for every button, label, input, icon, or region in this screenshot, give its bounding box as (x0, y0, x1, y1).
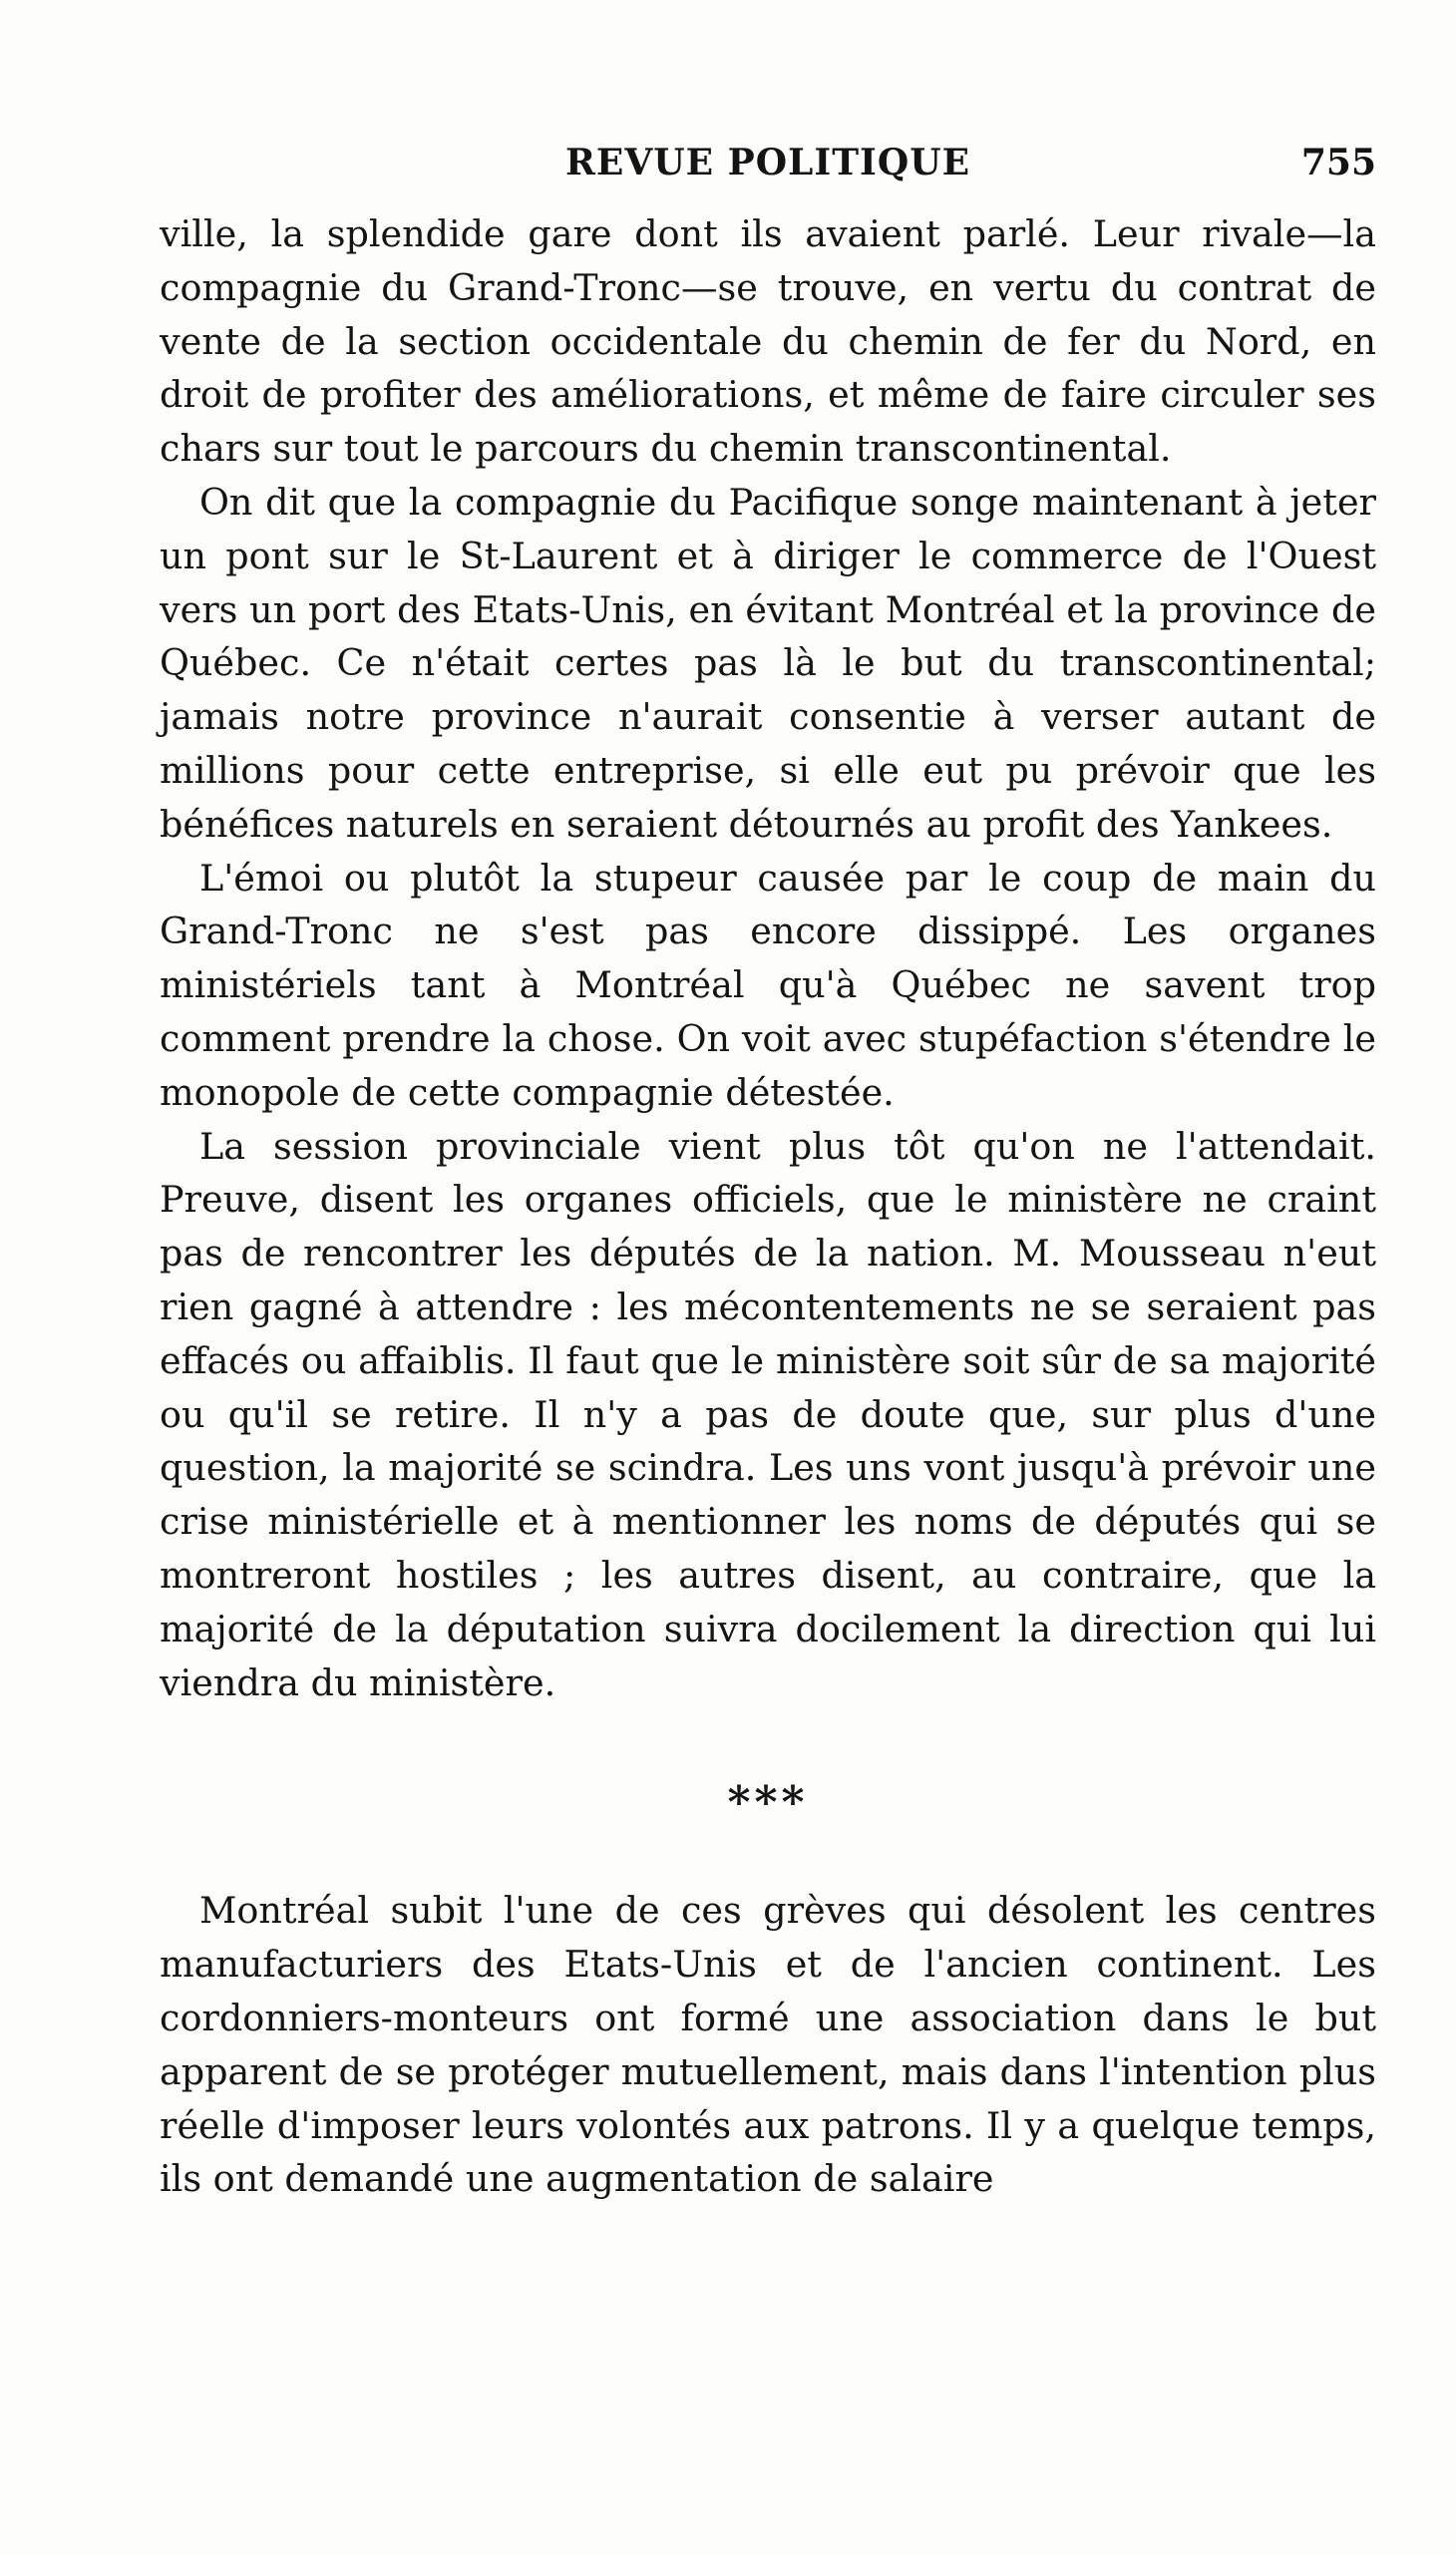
section-separator: *** (727, 1777, 809, 1829)
paragraph-greves: Montréal subit l'une de ces grèves qui désolent les centres manufacturiers des Etats-Unis et de l'ancien continent. Les cordonniers-monteurs ont formé une association dans le but apparent de se protéger mutuellement, mais dans l'intention plus réelle d'imposer leurs volontés aux patrons. Il y a quelque temps, ils ont demandé une augmentation de salaire (160, 1889, 1376, 2201)
paragraph-pacifique: On dit que la compagnie du Pacifique songe maintenant à jeter un pont sur le St-Laurent et à diriger le commerce de l'Ouest vers un port des Etats-Unis, en évitant Montréal et la province de Québec. Ce n'était certes pas là le but du transcontinental; jamais notre province n'aurait consentie à verser autant de millions pour cette entreprise, si elle eut pu prévoir que les bénéfices naturels en seraient détournés au profit des Yankees. (160, 480, 1376, 846)
page-body (160, 207, 1376, 2206)
running-title: REVUE POLITIQUE (564, 142, 971, 183)
paragraph-emoi: L'émoi ou plutôt la stupeur causée par le coup de main du Grand-Tronc ne s'est pas encore dissippé. Les organes ministériels tant à Montréal qu'à Québec ne savent trop comment prendre la chose. On voit avec stupéfaction s'étendre le monopole de cette compagnie détestée. (160, 856, 1376, 1114)
page-number: 755 (1300, 142, 1376, 183)
page-header (160, 142, 1376, 197)
paragraph-session: La session provinciale vient plus tôt qu'on ne l'attendait. Preuve, disent les organes officiels, que le ministère ne craint pas de rencontrer les députés de la nation. M. Mousseau n'eut rien gagné à attendre : les mécontentements ne se seraient pas effacés ou affaiblis. Il faut que le ministère soit sûr de sa majorité ou qu'il se retire. Il n'y a pas de doute que, sur plus d'une question, la majorité se scindra. Les uns vont jusqu'à prévoir une crise ministérielle et à mentionner les noms de députés qui se montreront hostiles ; les autres disent, au contraire, que la majorité de la députation suivra docilement la direction qui lui viendra du ministère. (160, 1124, 1376, 1704)
paragraph-continuation: ville, la splendide gare dont ils avaient parlé. Leur rivale—la compagnie du Grand-Tronc—se trouve, en vertu du contrat de vente de la section occidentale du chemin de fer du Nord, en droit de profiter des améliorations, et même de faire circuler ses chars sur tout le parcours du chemin transcontinental. (160, 212, 1376, 471)
